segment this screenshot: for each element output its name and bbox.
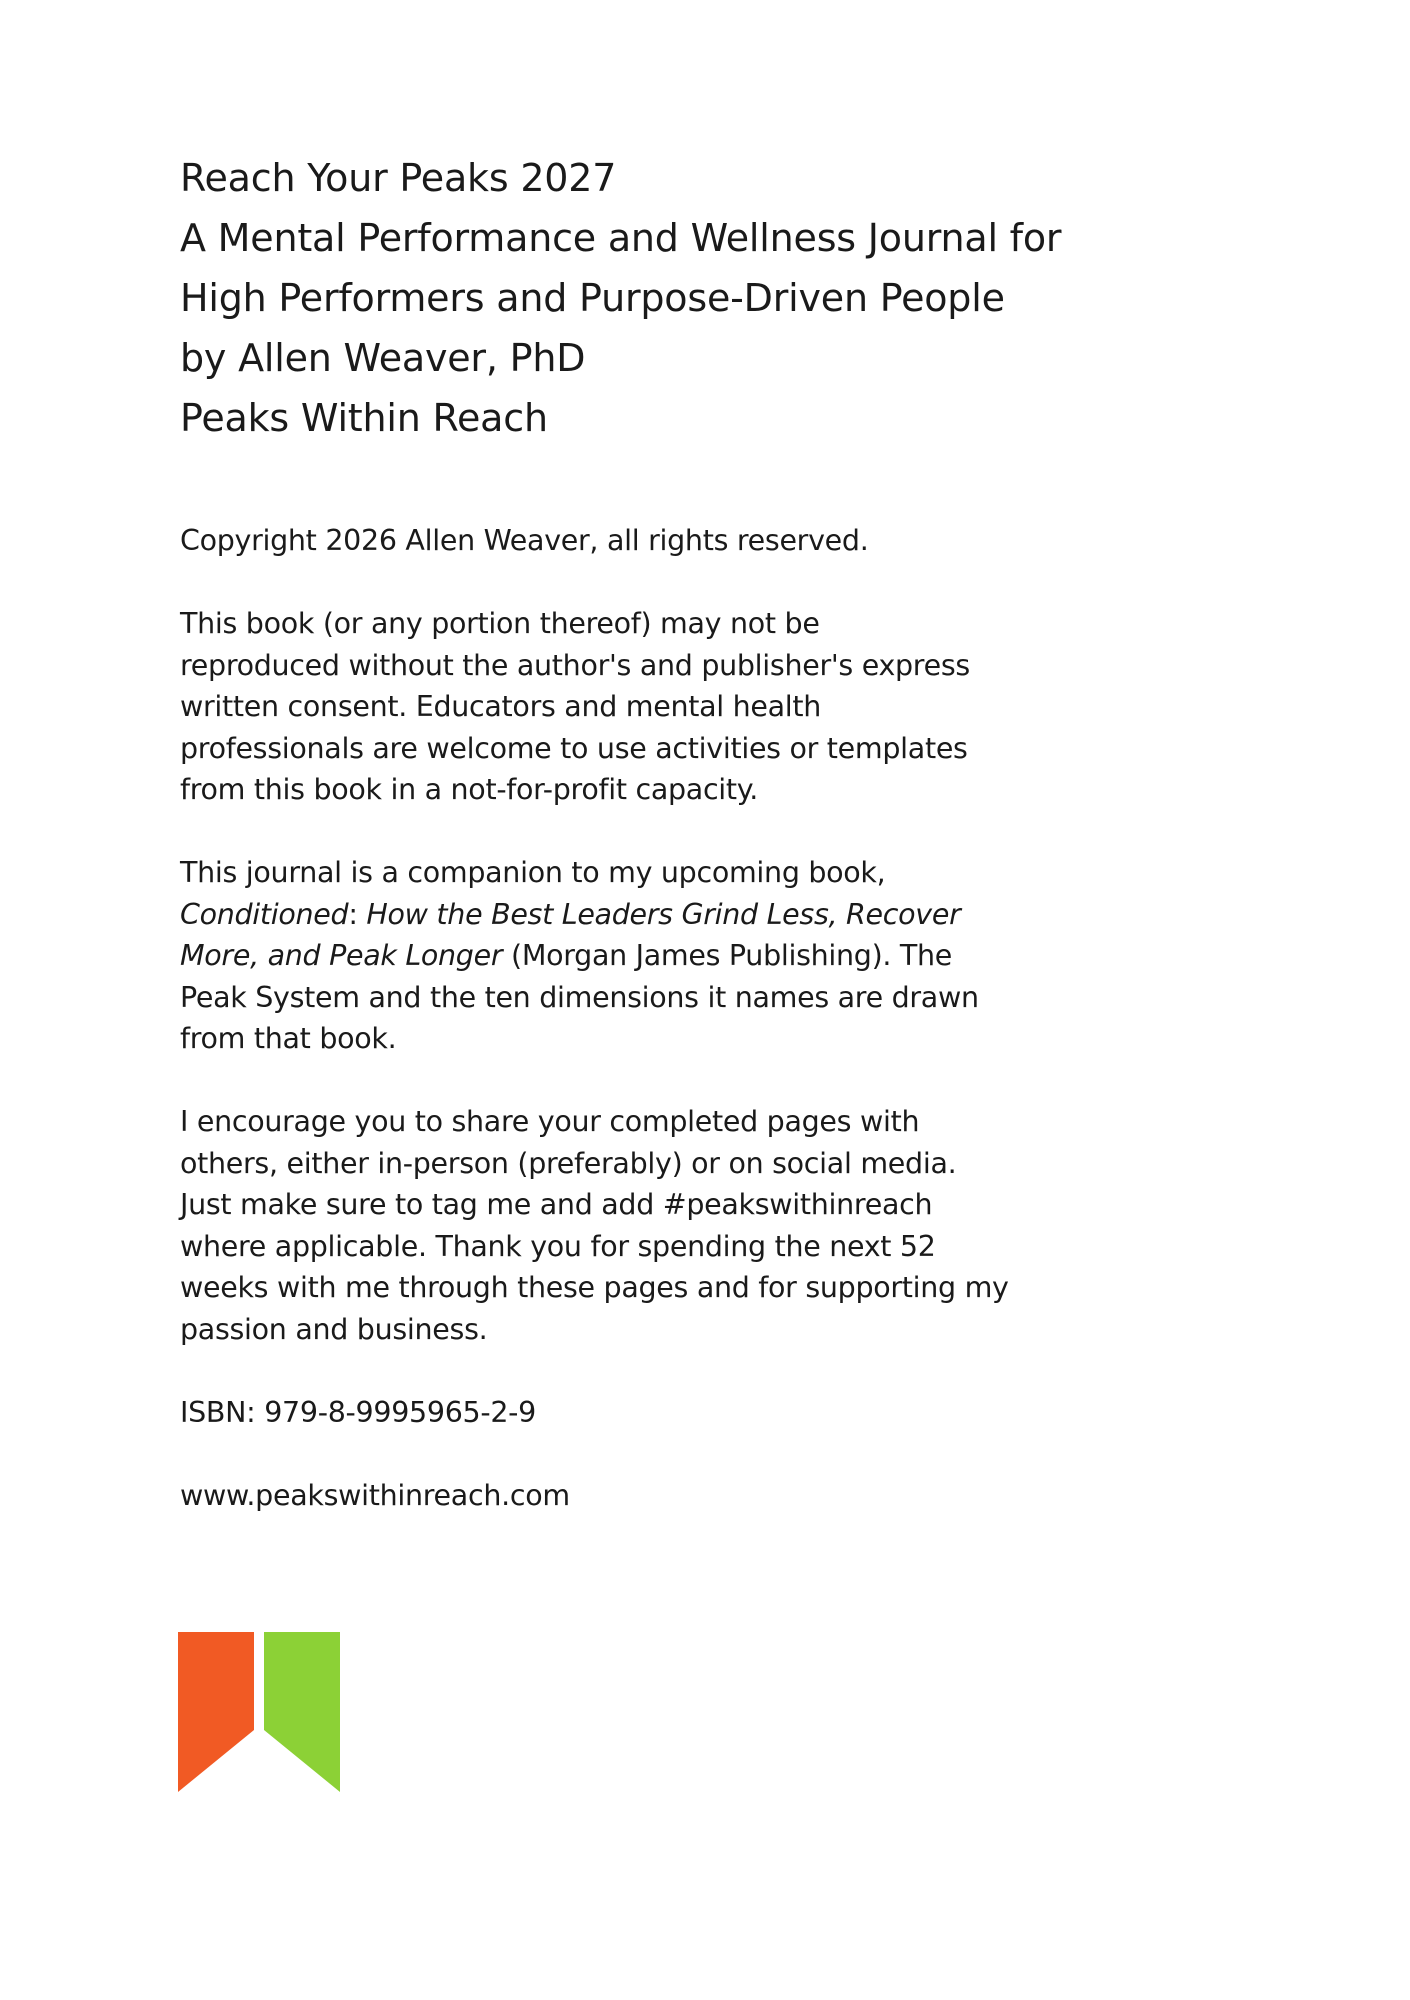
title-block (180, 148, 1180, 448)
companion-line (180, 894, 1080, 936)
share-line: passion and business. (180, 1312, 488, 1346)
permissions-line: written consent. Educators and mental health (180, 690, 822, 723)
companion-line: Peak System and the ten dimensions it names are drawn (180, 980, 979, 1014)
logo-green-ribbon (264, 1632, 340, 1792)
share-line: weeks with me through these pages and for supporting my (180, 1271, 1009, 1304)
companion-book-subtitle: How the Best Leaders Grind Less, Recover (357, 897, 961, 931)
companion-colon: : (348, 897, 358, 931)
companion-line: This journal is a companion to my upcoming book, (180, 856, 886, 889)
permissions-line: This book (or any portion thereof) may not be (180, 607, 820, 640)
companion-book-subtitle-end: More, and Peak Longer (180, 939, 503, 972)
copyright-notice (180, 520, 1080, 562)
copyright-line: Copyright 2026 Allen Weaver, all rights reserved. (180, 524, 869, 557)
publisher-name: Peaks Within Reach (180, 396, 548, 440)
book-title: Reach Your Peaks 2027 (180, 156, 617, 200)
share-line: I encourage you to share your completed pages with (180, 1105, 920, 1138)
website-link[interactable]: www.peakswithinreach.com (180, 1478, 570, 1512)
logo-orange-ribbon (178, 1632, 254, 1792)
permissions-line: professionals are welcome to use activities or templates (180, 731, 968, 765)
permissions-paragraph (180, 603, 1080, 811)
isbn: ISBN: 979-8-9995965-2-9 (180, 1395, 536, 1429)
companion-line: from that book. (180, 1022, 397, 1055)
book-subtitle-line-2: High Performers and Purpose-Driven People (180, 276, 1005, 320)
website-paragraph (180, 1475, 1080, 1517)
peaks-within-reach-logo (178, 1632, 340, 1792)
share-line: where applicable. Thank you for spending the next 52 (180, 1229, 936, 1263)
companion-line (180, 935, 1080, 977)
share-paragraph (180, 1101, 1080, 1350)
share-line: others, either in-person (preferably) or on social media. (180, 1146, 957, 1180)
permissions-line: reproduced without the author's and publisher's express (180, 648, 970, 682)
permissions-line: from this book in a not-for-profit capacity. (180, 773, 759, 806)
companion-paragraph (180, 852, 1080, 1060)
companion-book-title: Conditioned (180, 897, 349, 931)
book-subtitle-line-1: A Mental Performance and Wellness Journal for (180, 216, 1062, 260)
companion-publisher: (Morgan James Publishing). The (502, 939, 953, 972)
author-line: by Allen Weaver, PhD (180, 336, 586, 380)
isbn-paragraph (180, 1392, 1080, 1434)
share-line: Just make sure to tag me and add #peakswithinreach (180, 1188, 933, 1221)
body-text (180, 520, 1080, 1558)
